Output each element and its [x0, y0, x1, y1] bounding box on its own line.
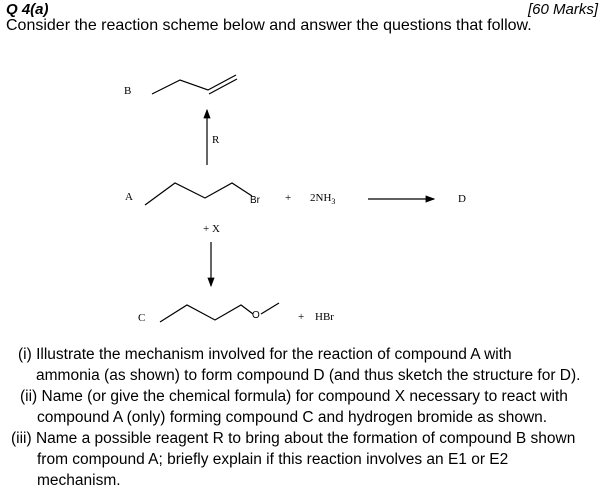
- bromine-atom: Br: [250, 195, 260, 206]
- question-iii-line3: mechanism.: [37, 472, 121, 489]
- reagent-r: R: [212, 134, 220, 146]
- plus-sign-hbr: +: [298, 311, 305, 323]
- question-iii-line2: from compound A; briefly explain if this reaction involves an E1 or E2: [37, 451, 509, 468]
- question-number: Q 4(a): [6, 1, 49, 18]
- question-i-line1: (i) Illustrate the mechanism involved for the reaction of compound A with: [18, 346, 512, 363]
- marks-label: [60 Marks]: [527, 1, 598, 18]
- question-ii-line1: (ii) Name (or give the chemical formula) for compound X necessary to react with: [20, 388, 568, 405]
- compound-c-structure: [160, 305, 253, 322]
- plus-sign: +: [285, 192, 292, 204]
- reagent-x: + X: [203, 223, 220, 235]
- label-c: C: [138, 312, 146, 324]
- question-ii-line2: compound A (only) forming compound C and hydrogen bromide as shown.: [37, 409, 548, 426]
- label-a: A: [125, 191, 133, 203]
- question-i-line2: ammonia (as shown) to form compound D (and thus sketch the structure for D).: [36, 367, 581, 384]
- intro-text: Consider the reaction scheme below and answer the questions that follow.: [6, 17, 532, 34]
- oxygen-atom: O: [252, 310, 260, 321]
- label-b: B: [124, 85, 132, 97]
- hbr: HBr: [315, 311, 334, 323]
- compound-b-structure: [152, 75, 237, 94]
- question-iii-line1: (iii) Name a possible reagent R to bring about the formation of compound B shown: [11, 430, 576, 447]
- compound-a-structure: [145, 183, 252, 205]
- ammonia: $2NH_3$: [310, 192, 336, 207]
- label-d: D: [458, 193, 466, 205]
